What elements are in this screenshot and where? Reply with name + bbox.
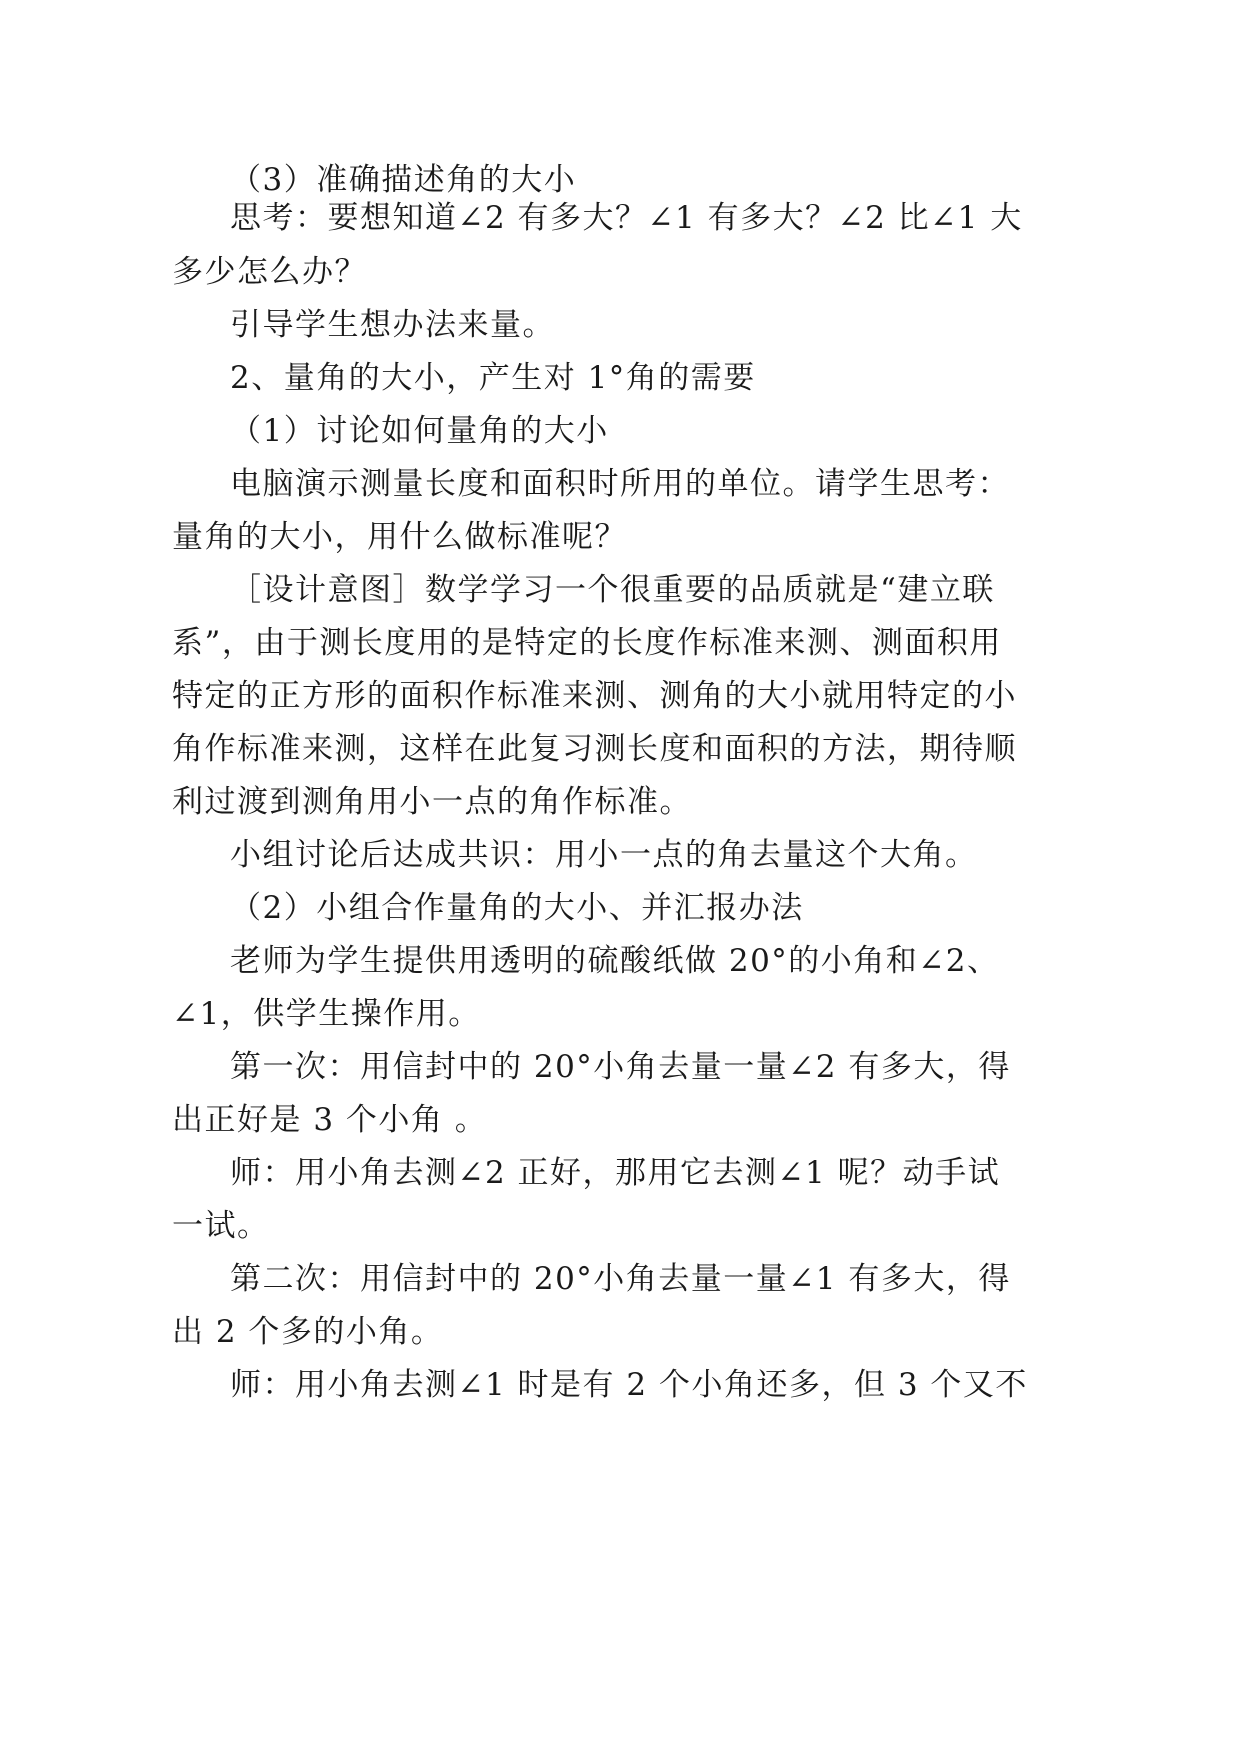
heading-describe-angle-size: （3）准确描述角的大小 <box>230 162 577 198</box>
paragraph-teacher-summary-line-1: 师：用小角去测∠1 时是有 2 个小角还多，但 3 个又不 <box>230 1367 1028 1403</box>
paragraph-second-attempt-line-2: 出 2 个多的小角。 <box>172 1314 444 1350</box>
heading-group-cooperation: （2）小组合作量角的大小、并汇报办法 <box>230 890 804 926</box>
paragraph-teacher-question-line-1: 师：用小角去测∠2 正好，那用它去测∠1 呢？动手试 <box>230 1155 1001 1191</box>
paragraph-think-line-1: 思考：要想知道∠2 有多大？∠1 有多大？∠2 比∠1 大 <box>230 200 1023 236</box>
paragraph-design-intent-line-4: 角作标准来测，这样在此复习测长度和面积的方法，期待顺 <box>172 731 1017 767</box>
paragraph-design-intent-line-3: 特定的正方形的面积作标准来测、测角的大小就用特定的小 <box>172 678 1017 714</box>
paragraph-computer-demo-line-2: 量角的大小，用什么做标准呢？ <box>172 519 627 555</box>
heading-measure-angle: 2、量角的大小，产生对 1°角的需要 <box>230 360 756 396</box>
paragraph-guide-students: 引导学生想办法来量。 <box>230 307 555 343</box>
paragraph-computer-demo-line-1: 电脑演示测量长度和面积时所用的单位。请学生思考： <box>230 466 1010 502</box>
paragraph-second-attempt-line-1: 第二次：用信封中的 20°小角去量一量∠1 有多大，得 <box>230 1261 1011 1297</box>
paragraph-teacher-provides-line-1: 老师为学生提供用透明的硫酸纸做 20°的小角和∠2、 <box>230 943 1000 979</box>
paragraph-group-consensus: 小组讨论后达成共识：用小一点的角去量这个大角。 <box>230 837 978 873</box>
paragraph-design-intent-line-1: ［设计意图］数学学习一个很重要的品质就是“建立联 <box>230 572 995 608</box>
paragraph-teacher-question-line-2: 一试。 <box>172 1208 270 1244</box>
paragraph-first-attempt-line-1: 第一次：用信封中的 20°小角去量一量∠2 有多大，得 <box>230 1049 1011 1085</box>
paragraph-teacher-provides-line-2: ∠1，供学生操作用。 <box>172 996 481 1032</box>
paragraph-design-intent-line-2: 系”，由于测长度用的是特定的长度作标准来测、测面积用 <box>172 625 1002 661</box>
heading-discuss-how-to-measure: （1）讨论如何量角的大小 <box>230 413 609 449</box>
paragraph-think-line-2: 多少怎么办？ <box>172 254 367 290</box>
paragraph-first-attempt-line-2: 出正好是 3 个小角 。 <box>172 1102 488 1138</box>
paragraph-design-intent-line-5: 利过渡到测角用小一点的角作标准。 <box>172 784 692 820</box>
